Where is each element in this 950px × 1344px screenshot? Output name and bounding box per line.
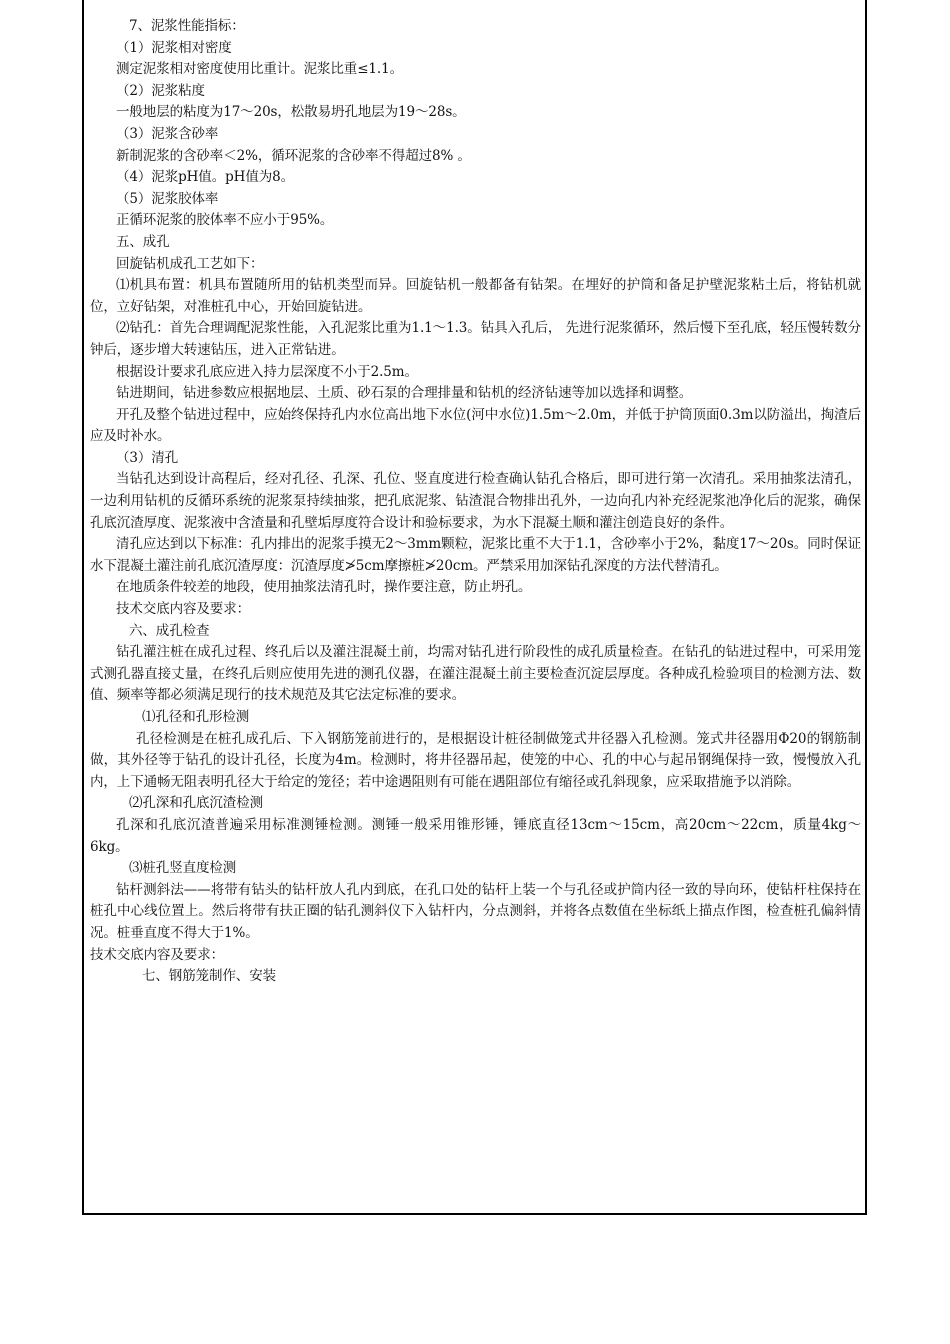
paragraph: 钻孔灌注桩在成孔过程、终孔后以及灌注混凝土前，均需对钻孔进行阶段性的成孔质量检查。在钻孔的钻进过程中，可采用笼式测孔器直接丈量，在终孔后则应使用先进的测孔仪器，在灌注混凝土前主要检查沉淀层厚度。各种成孔检验项目的检测方法、数值、频率等都必须满足现行的技术规范及其它法定标准的要求。 xyxy=(90,644,861,704)
paragraph: 在地质条件较差的地段，使用抽浆法清孔时，操作要注意，防止坍孔。 xyxy=(116,579,532,596)
paragraph: 开孔及整个钻进过程中，应始终保持孔内水位高出地下水位(河中水位)1.5m～2.0m，并低于护筒顶面0.3m以防溢出，掏渣后应及时补水。 xyxy=(90,406,861,445)
paragraph: 新制泥浆的含砂率＜2%，循环泥浆的含砂率不得超过8% 。 xyxy=(116,147,471,164)
subheading: ⑶桩孔竖直度检测 xyxy=(129,860,237,877)
paragraph: ⑴机具布置：机具布置随所用的钻机类型而异。回旋钻机一般都备有钻架。在埋好的护筒和备足护壁泥浆粘土后，将钻机就位，立好钻架，对准桩孔中心，开始回旋钻进。 xyxy=(90,277,861,315)
paragraph: 孔径检测是在桩孔成孔后、下入钢筋笼前进行的，是根据设计桩径制做笼式井径器入孔检测。笼式井径器用Φ20的钢筋制做，其外径等于钻孔的设计孔径，长度为4m。检测时，将井径器吊起，使笼的中心、孔的中心与起吊钢绳保持一致，慢慢放入孔内，上下通畅无阻表明孔径大于给定的笼径；若中途遇阻则有可能在遇阻部位有缩径或孔斜现象，应采取措施予以消除。 xyxy=(90,730,861,790)
paragraph: 回旋钻机成孔工艺如下： xyxy=(116,255,264,272)
paragraph: 当钻孔达到设计高程后，经对孔径、孔深、孔位、竖直度进行检查确认钻孔合格后，即可进行第一次清孔。采用抽浆法清孔，一边利用钻机的反循环系统的泥浆泵持续抽浆，把孔底泥浆、钻渣混合物排出孔外，一边向孔内补充经泥浆池净化后的泥浆，确保孔底沉渣厚度、泥浆液中含渣量和孔壁垢厚度符合设计和验标要求，为水下混凝土顺和灌注创造良好的条件。 xyxy=(90,471,861,531)
paragraph: ⑵钻孔：首先合理调配泥浆性能，入孔泥浆比重为1.1～1.3。钻具入孔后， 先进行泥浆循环，然后慢下至孔底，轻压慢转数分钟后，逐步增大转速钻压，进入正常钻进。 xyxy=(90,320,861,358)
subheading: （4）泥浆pH值。pH值为8。 xyxy=(116,169,295,186)
document-body xyxy=(90,16,862,988)
section-heading: 7、泥浆性能指标： xyxy=(129,18,245,34)
paragraph: 测定泥浆相对密度使用比重计。泥浆比重≤1.1。 xyxy=(116,61,403,78)
subheading: （2）泥浆粘度 xyxy=(116,82,205,99)
subheading: ⑵孔深和孔底沉渣检测 xyxy=(129,795,263,812)
paragraph: 一般地层的粘度为17～20s，松散易坍孔地层为19～28s。 xyxy=(116,104,466,121)
subheading: ⑴孔径和孔形检测 xyxy=(142,709,250,725)
paragraph: 钻进期间，钻进参数应根据地层、土质、砂石泵的合理排量和钻机的经济钻速等加以选择和调整。 xyxy=(116,385,693,402)
paragraph: 技术交底内容及要求： xyxy=(116,601,250,618)
subheading: （3）清孔 xyxy=(116,449,179,466)
subheading: （3）泥浆含砂率 xyxy=(116,125,219,142)
paragraph: 根据设计要求孔底应进入持力层深度不小于2.5m。 xyxy=(116,363,418,380)
section-heading: 五、成孔 xyxy=(116,233,170,250)
paragraph: 正循环泥浆的胶体率不应小于95%。 xyxy=(116,212,334,229)
paragraph: 孔深和孔底沉渣普遍采用标准测锤检测。测锤一般采用锥形锤，锤底直径13cm～15cm，高20cm～22cm，质量4kg～6kg。 xyxy=(90,816,862,855)
subheading: （5）泥浆胶体率 xyxy=(116,190,219,207)
subheading: （1）泥浆相对密度 xyxy=(116,39,232,56)
paragraph: 钻杆测斜法——将带有钻头的钻杆放人孔内到底，在孔口处的钻杆上装一个与孔径或护筒内径一致的导向环，使钻杆柱保持在桩孔中心线位置上。然后将带有扶正圈的钻孔测斜仪下入钻杆内，分点测斜，并将各点数值在坐标纸上描点作图，检查桩孔偏斜情况。桩垂直度不得大于1%。 xyxy=(90,881,861,941)
paragraph: 清孔应达到以下标准：孔内排出的泥浆手摸无2～3mm颗粒，泥浆比重不大于1.1，含砂率小于2%，黏度17～20s。同时保证水下混凝土灌注前孔底沉渣厚度：沉渣厚度≯5cm摩擦桩≯20cm。严禁采用加深钻孔深度的方法代替清孔。 xyxy=(90,536,861,574)
paragraph: 技术交底内容及要求： xyxy=(90,946,224,963)
section-heading: 六、成孔检查 xyxy=(129,622,210,639)
section-heading: 七、钢筋笼制作、安装 xyxy=(142,968,276,985)
